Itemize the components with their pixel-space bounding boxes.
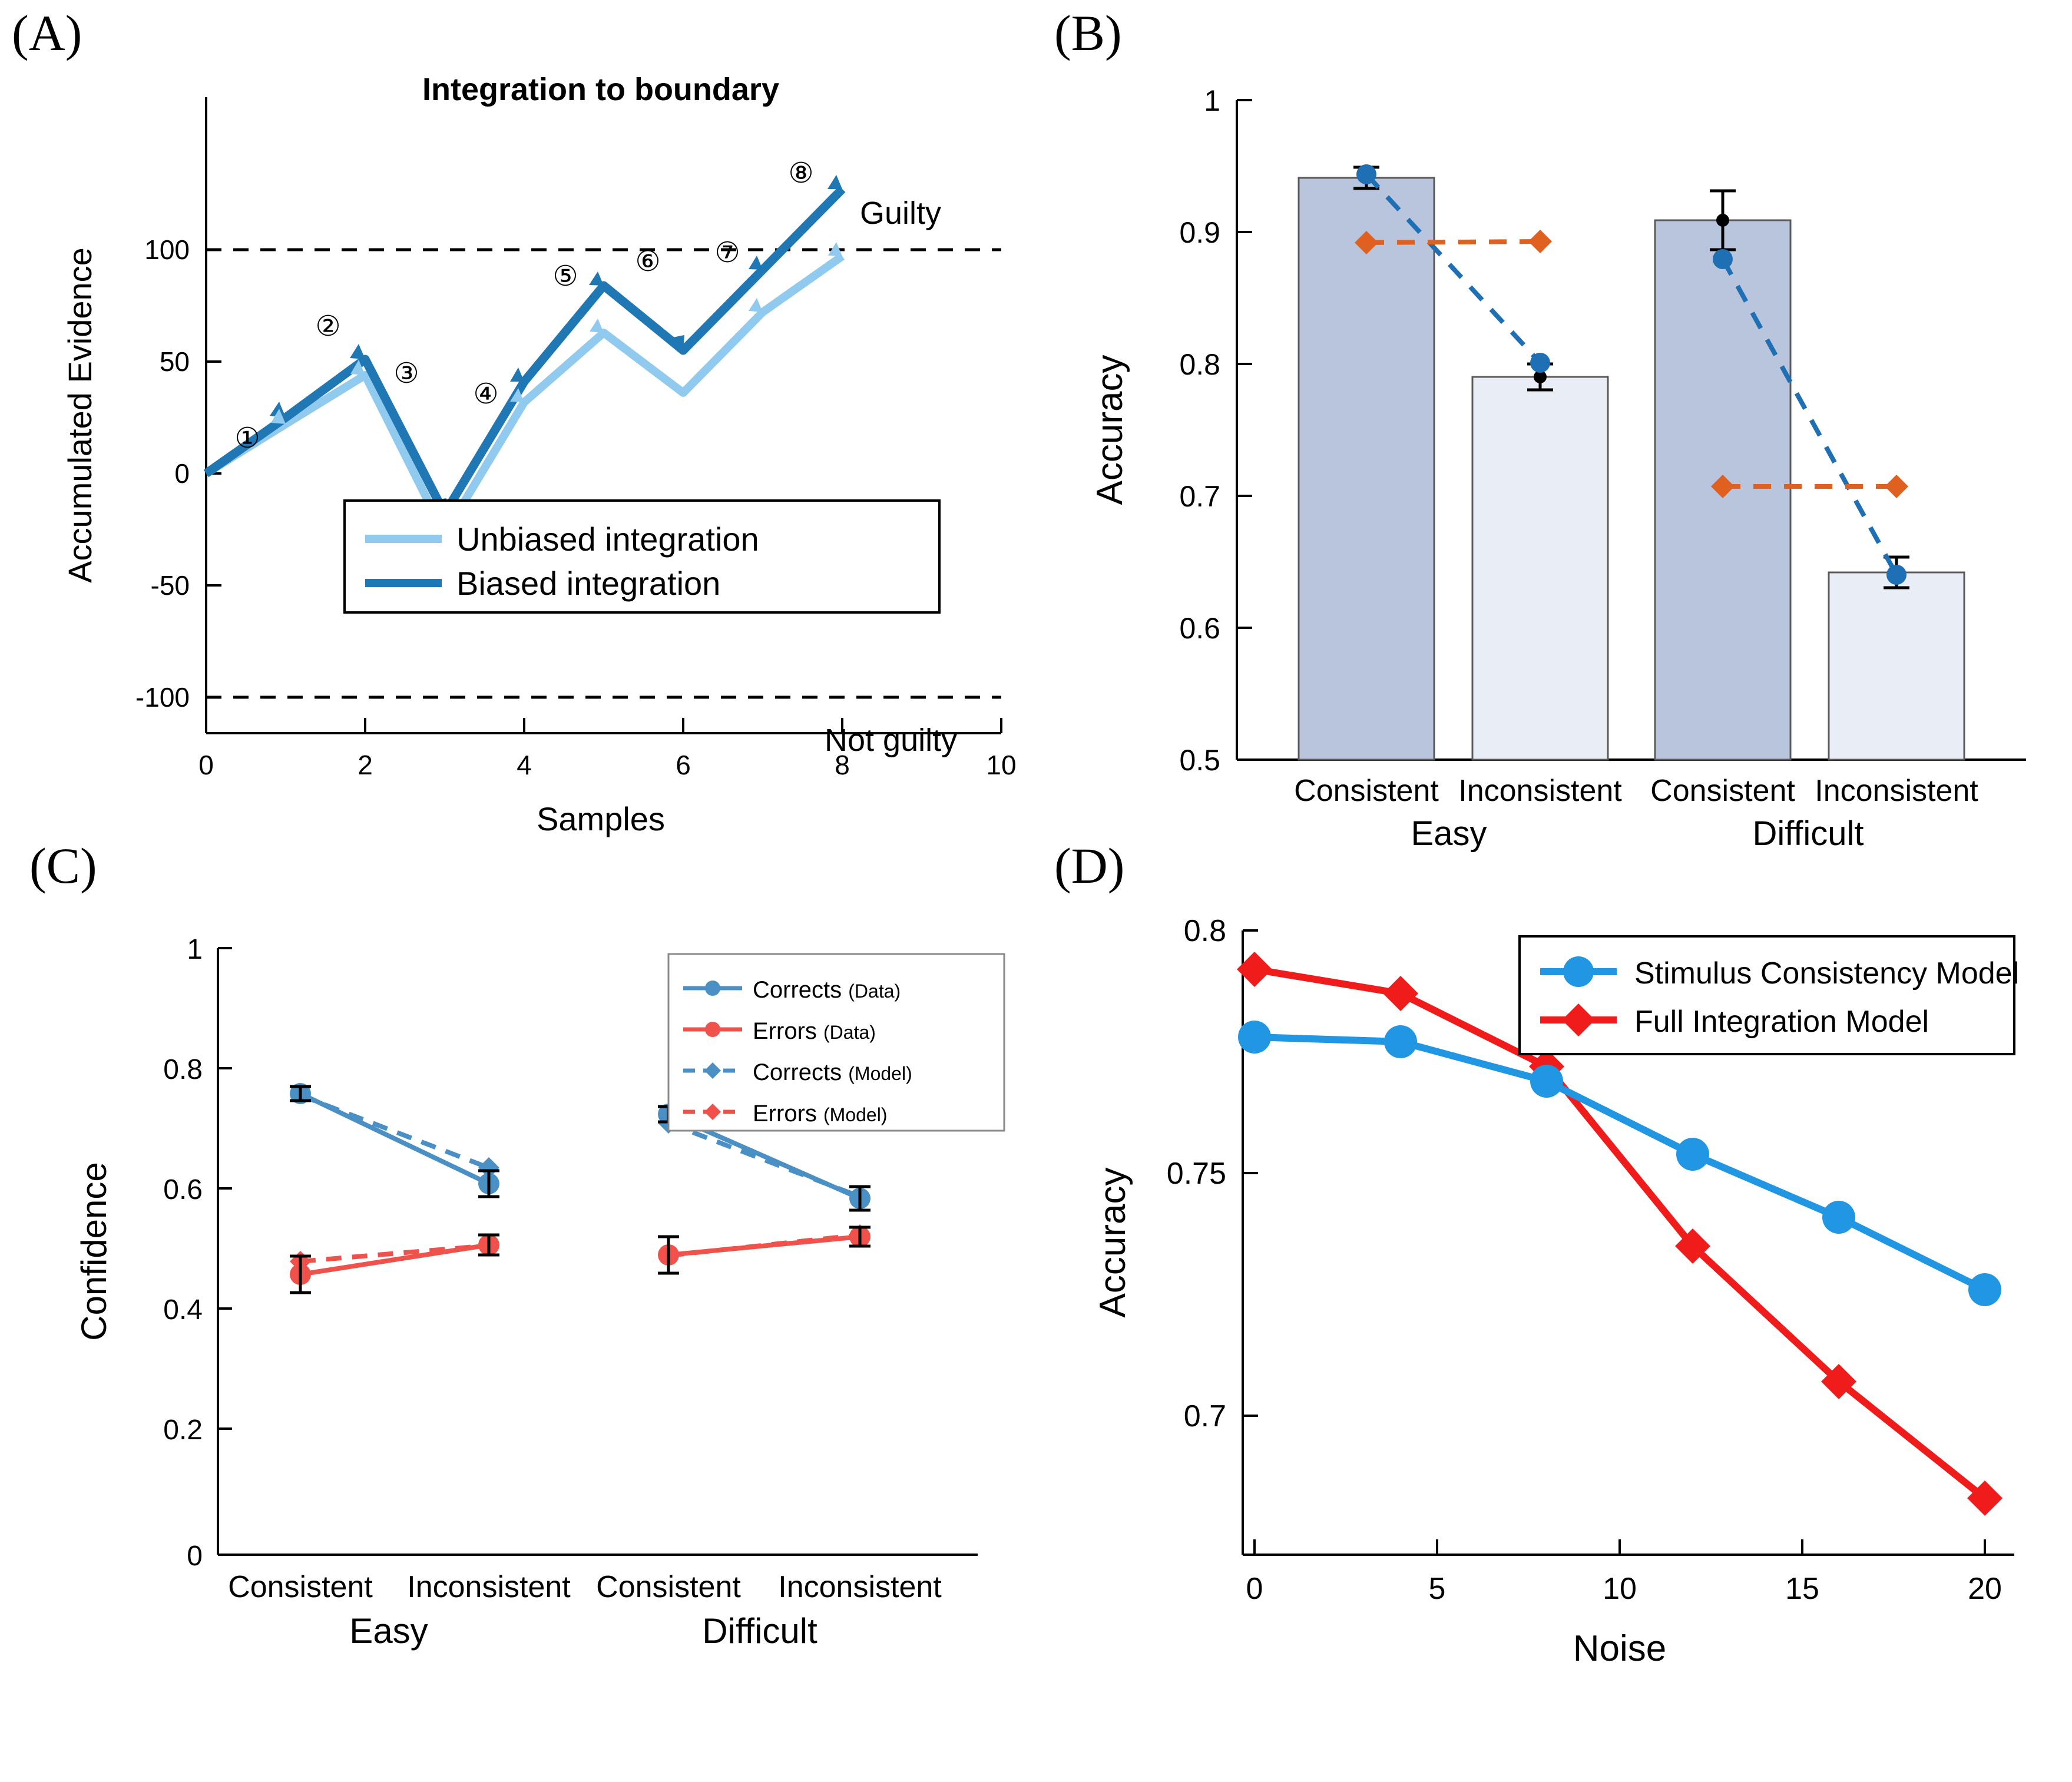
svg-text:-50: -50 (150, 570, 190, 601)
svg-text:0.7: 0.7 (1179, 480, 1220, 513)
svg-text:0.8: 0.8 (1179, 348, 1220, 381)
sample-marker-2: ② (315, 311, 341, 342)
not-guilty-label: Not guilty (825, 723, 958, 758)
bar-easy-consistent (1299, 178, 1434, 760)
sample-marker-3: ③ (393, 358, 419, 389)
panel-c-errors-data (290, 1226, 870, 1285)
svg-text:Unbiased integration: Unbiased integration (456, 521, 759, 558)
panel-c-cat-2: Inconsistent (407, 1570, 571, 1604)
svg-text:50: 50 (159, 346, 190, 377)
svg-text:100: 100 (144, 234, 190, 265)
unbiased-integration-line (206, 256, 842, 534)
svg-text:0: 0 (198, 750, 214, 780)
svg-text:0.4: 0.4 (163, 1294, 203, 1326)
svg-text:5: 5 (1428, 1572, 1446, 1606)
svg-text:0.8: 0.8 (163, 1054, 203, 1085)
bar-difficult-inconsistent (1829, 572, 1964, 760)
svg-text:Biased integration: Biased integration (456, 565, 721, 602)
sample-marker-5: ⑤ (552, 261, 578, 292)
sample-marker-7: ⑦ (714, 237, 740, 269)
panel-d-chart (1060, 883, 2061, 1755)
svg-text:2: 2 (358, 750, 373, 780)
panel-b-full-integration-model (1355, 230, 1908, 498)
svg-text:0.2: 0.2 (163, 1415, 203, 1446)
panel-c-errors-model (290, 1224, 870, 1272)
svg-text:0.6: 0.6 (163, 1174, 203, 1205)
panel-c-cat-4: Inconsistent (778, 1570, 942, 1604)
svg-text:Corrects (Model): Corrects (Model) (753, 1059, 912, 1085)
panel-label-b: (B) (1054, 5, 1122, 61)
guilty-label: Guilty (860, 196, 942, 231)
panel-c-group-1: Easy (349, 1611, 428, 1651)
svg-text:Full Integration Model: Full Integration Model (1634, 1005, 1929, 1039)
svg-text:Stimulus Consistency Model: Stimulus Consistency Model (1634, 956, 2020, 991)
svg-text:20: 20 (1968, 1572, 2002, 1606)
svg-text:Corrects (Data): Corrects (Data) (753, 977, 901, 1003)
svg-text:0.75: 0.75 (1166, 1157, 1226, 1191)
svg-text:-100: -100 (135, 682, 190, 713)
panel-c-group-2: Difficult (702, 1611, 817, 1651)
svg-text:Errors (Data): Errors (Data) (753, 1018, 876, 1044)
svg-text:4: 4 (517, 750, 532, 780)
panel-d-consistency-line (1238, 1021, 2001, 1306)
svg-text:8: 8 (835, 750, 850, 780)
svg-text:0: 0 (174, 458, 190, 489)
panel-b-group-2: Difficult (1752, 814, 1864, 853)
svg-text:10: 10 (986, 750, 1017, 780)
panel-d-legend (1520, 936, 2019, 1054)
svg-text:0.8: 0.8 (1183, 914, 1226, 948)
svg-text:0.7: 0.7 (1183, 1399, 1226, 1433)
panel-b-consistency-model (1356, 164, 1906, 585)
biased-integration-line (206, 189, 842, 514)
svg-text:1: 1 (187, 934, 203, 965)
panel-d-ylabel: Accuracy (1093, 1167, 1133, 1318)
panel-a-chart (35, 35, 1048, 872)
panel-b-group-1: Easy (1411, 814, 1487, 853)
panel-b-cat-2: Inconsistent (1458, 774, 1622, 808)
panel-a-xlabel: Samples (537, 800, 665, 837)
panel-label-c: (C) (29, 837, 97, 894)
sample-marker-1: ① (234, 423, 260, 454)
panel-c-cat-3: Consistent (596, 1570, 741, 1604)
panel-b-cat-3: Consistent (1650, 774, 1795, 808)
svg-text:Errors (Model): Errors (Model) (753, 1101, 888, 1127)
sample-marker-8: ⑧ (788, 158, 814, 189)
panel-b-chart (1060, 35, 2061, 872)
panel-c-cat-1: Consistent (228, 1570, 373, 1604)
panel-b-cat-1: Consistent (1294, 774, 1439, 808)
bar-easy-inconsistent (1472, 377, 1608, 760)
panel-a-title: Integration to boundary (422, 72, 779, 107)
panel-c-chart (35, 883, 1048, 1755)
svg-text:0.6: 0.6 (1179, 612, 1220, 645)
panel-c-legend (668, 954, 1004, 1131)
panel-a-ylabel: Accumulated Evidence (61, 247, 98, 583)
svg-text:1: 1 (1204, 84, 1220, 117)
panel-b-cat-4: Inconsistent (1815, 774, 1978, 808)
panel-c-ylabel: Confidence (74, 1162, 114, 1341)
svg-text:10: 10 (1603, 1572, 1637, 1606)
panel-d-xlabel: Noise (1573, 1628, 1667, 1669)
svg-text:0.5: 0.5 (1179, 744, 1220, 777)
panel-label-a: (A) (12, 5, 82, 61)
panel-label-d: (D) (1054, 837, 1125, 894)
sample-marker-4: ④ (473, 379, 499, 410)
sample-marker-6: ⑥ (635, 246, 661, 277)
svg-text:15: 15 (1785, 1572, 1819, 1606)
panel-a-legend (345, 501, 939, 612)
svg-text:0.9: 0.9 (1179, 216, 1220, 249)
svg-text:0: 0 (1246, 1572, 1263, 1606)
svg-text:6: 6 (676, 750, 691, 780)
svg-text:0: 0 (187, 1541, 203, 1572)
panel-b-ylabel: Accuracy (1090, 355, 1130, 505)
